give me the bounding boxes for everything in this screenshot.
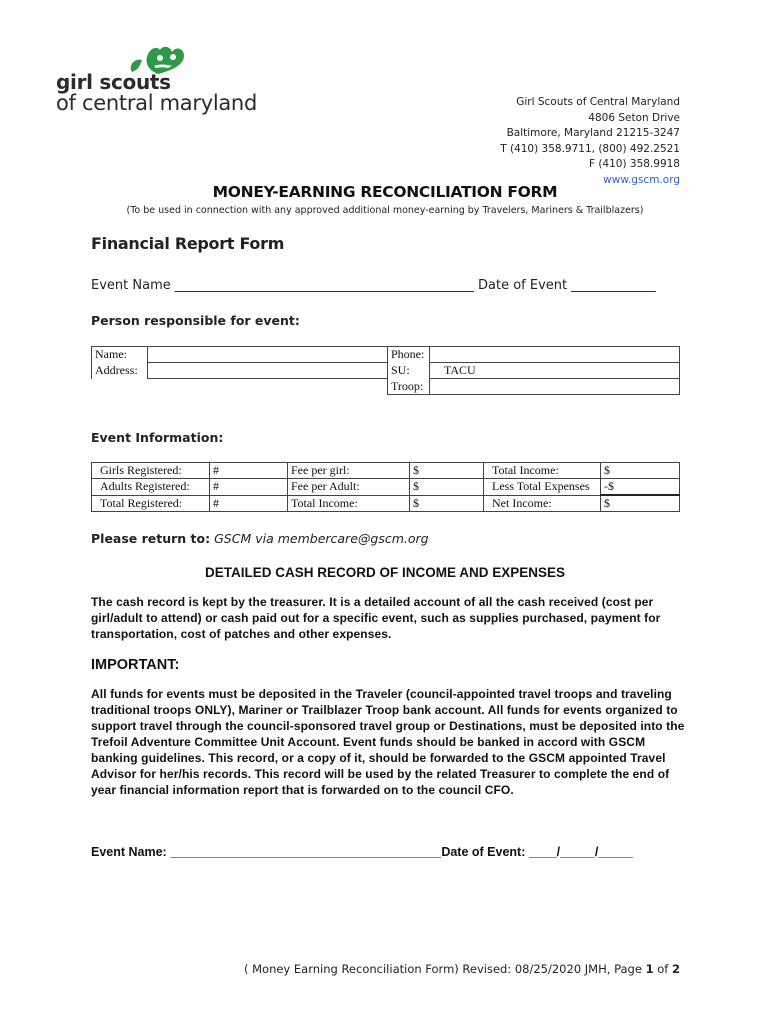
page-number: 1 [645, 962, 654, 976]
website-link[interactable]: www.gscm.org [603, 173, 680, 186]
logo-line2: of central maryland [56, 91, 257, 115]
su-field[interactable]: TACU [430, 363, 680, 379]
org-name: Girl Scouts of Central Maryland [516, 96, 680, 108]
fee-label: Fee per Adult: [288, 479, 410, 496]
person-heading: Person responsible for event: [91, 313, 300, 328]
table-row [92, 495, 680, 512]
income-label: Net Income: [484, 495, 601, 512]
footer-of: of [653, 962, 672, 976]
event-info-heading: Event Information: [91, 430, 224, 445]
street: 4806 Seton Drive [588, 111, 680, 124]
name-label: Name: [92, 347, 148, 363]
page-total: 2 [671, 962, 680, 976]
fee-cell[interactable]: $ [410, 479, 484, 496]
phone-label: Phone: [388, 347, 430, 363]
address-block [500, 95, 680, 189]
return-value: GSCM via membercare@gscm.org [214, 531, 429, 546]
row-label: Adults Registered: [92, 479, 210, 496]
fee-label: Total Income: [288, 495, 410, 512]
cash-record-paragraph: The cash record is kept by the treasurer. It is a detailed account of all the cash received (cost per girl/adult to attend) or cash paid out for a specific event, such as supplies purchased, payment for transportation, cost of patches and other expenses. [91, 595, 661, 641]
page-footer [244, 962, 680, 976]
logo-line1: girl scouts [56, 70, 171, 94]
form-title: MONEY-EARNING RECONCILIATION FORM [212, 183, 558, 201]
address-field[interactable] [148, 363, 388, 379]
income-cell[interactable]: $ [601, 495, 680, 512]
row-label: Girls Registered: [92, 463, 210, 479]
event-name-date-line: Event Name: _______________________________________Date of Event: ____/_____/_____ [91, 845, 634, 859]
phone: T (410) 358.9711, (800) 492.2521 [500, 142, 680, 155]
important-heading: IMPORTANT: [91, 657, 180, 673]
fee-label: Fee per girl: [288, 463, 410, 479]
row-label: Total Registered: [92, 495, 210, 512]
section-heading: Financial Report Form [91, 234, 285, 253]
important-paragraph: All funds for events must be deposited in the Traveler (council-appointed travel troops and traveling traditional troops ONLY), Mariner or Trailblazer Troop bank account. All funds for events organized to support travel through the council-sponsored travel group or Destinations, must be deposited into the Trefoil Adventure Committee Unit Account. Event funds should be banked in accord with GSCM banking guidelines. This record, or a copy of it, should be forwarded to the GSCM appointed Travel Advisor for her/his records. This record will be used by the related Treasurer to complete the end of year financial information report that is forwarded on to the council CFO. [91, 687, 685, 797]
fee-cell[interactable]: $ [410, 463, 484, 479]
city: Baltimore, Maryland 21215-3247 [506, 127, 680, 140]
count-cell[interactable]: # [210, 479, 288, 496]
event-name-line: Event Name ______________________________________________ Date of Event _____________ [91, 278, 656, 293]
address-label: Address: [92, 363, 148, 379]
troop-field[interactable] [430, 379, 680, 395]
fee-cell[interactable]: $ [410, 495, 484, 512]
footer-text: ( Money Earning Reconciliation Form) Revised: 08/25/2020 JMH, Page [243, 962, 646, 976]
income-label: Less Total Expenses [484, 479, 601, 496]
count-cell[interactable]: # [210, 495, 288, 512]
return-label: Please return to: [91, 531, 211, 546]
count-cell[interactable]: # [210, 463, 288, 479]
cash-record-heading: DETAILED CASH RECORD OF INCOME AND EXPENSES [204, 565, 566, 580]
form-subtitle: (To be used in connection with any approved additional money-earning by Travelers, Mariners & Trailblazers) [126, 205, 644, 216]
table-row [92, 463, 680, 479]
income-cell[interactable]: -$ [601, 479, 680, 496]
income-cell[interactable]: $ [601, 463, 680, 479]
phone-field[interactable] [430, 347, 680, 363]
event-info-table [91, 462, 680, 512]
blank-cell [148, 379, 388, 395]
return-line [91, 531, 429, 546]
troop-label: Troop: [388, 379, 430, 395]
blank-cell [92, 379, 148, 395]
logo-wordmark [56, 72, 257, 114]
fax: F (410) 358.9918 [588, 158, 680, 171]
person-table [91, 346, 680, 395]
income-label: Total Income: [484, 463, 601, 479]
table-row [92, 479, 680, 496]
name-field[interactable] [148, 347, 388, 363]
su-label: SU: [388, 363, 430, 379]
